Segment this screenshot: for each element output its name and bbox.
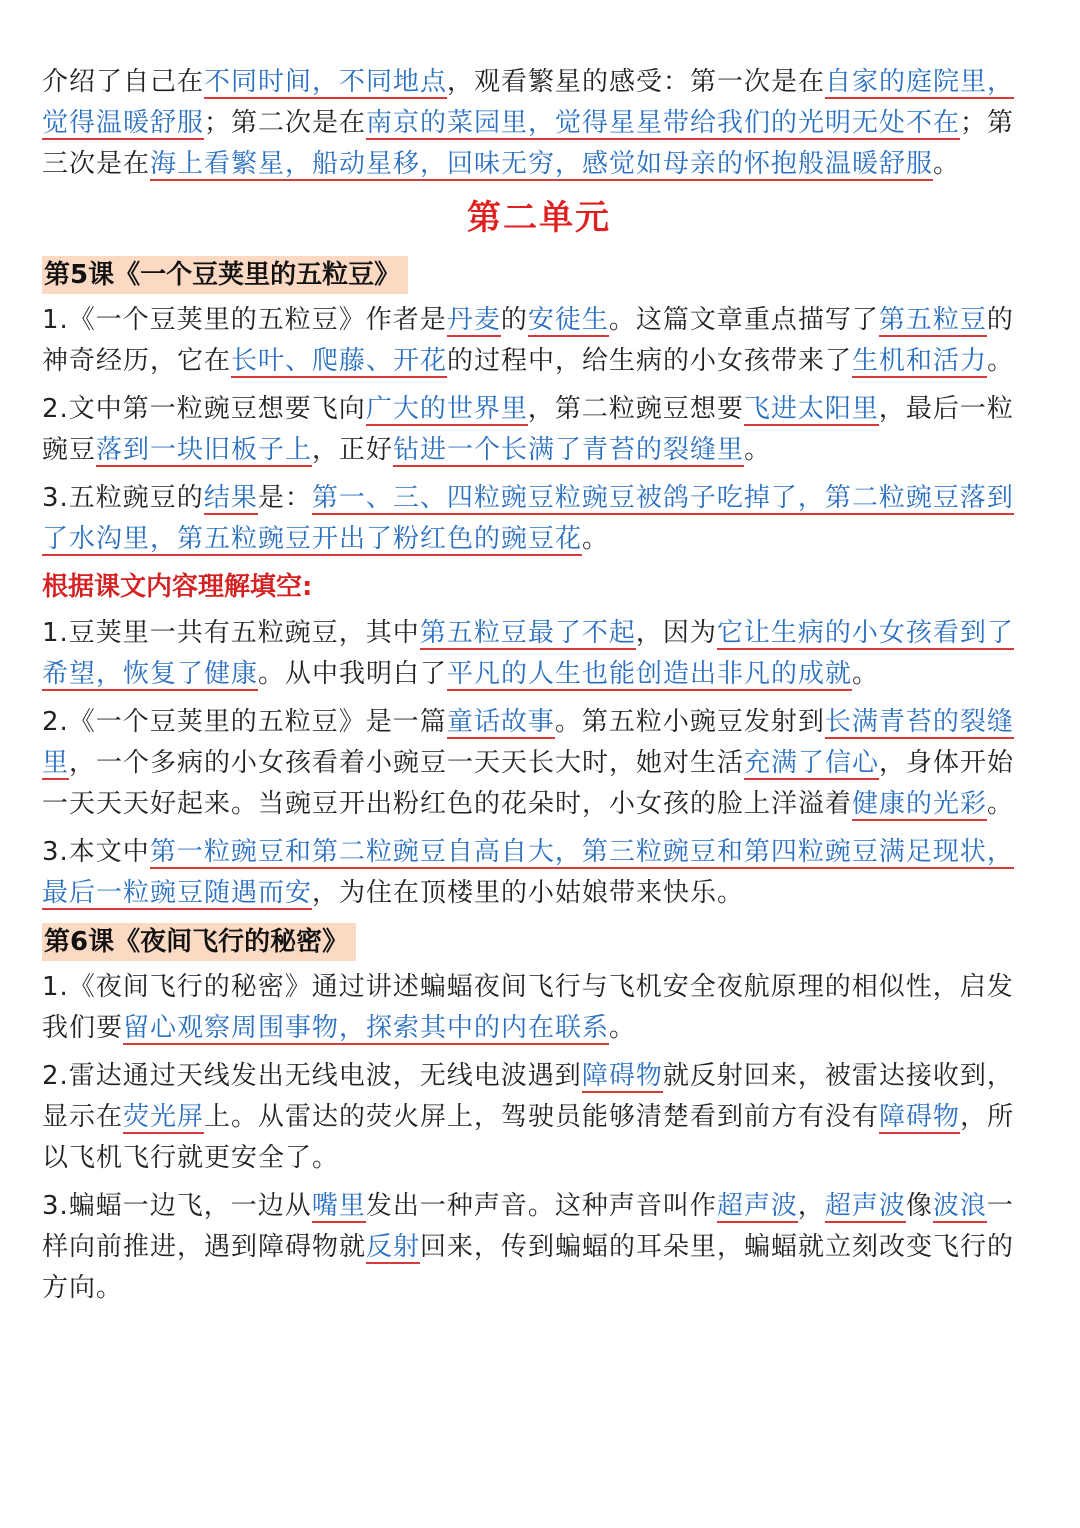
text-segment: 1.《夜间飞行的秘密》通过讲述蝙蝠夜间飞行与飞机安全夜航原理的相似性，启发我们要 [42,972,1014,1043]
fill-answer: 障碍物 [879,1102,961,1132]
fill-answer: 结果 [203,483,258,513]
intro-paragraph [42,62,1036,185]
lesson6-point-2 [42,1056,1036,1179]
text-segment: 发出一种声音。这种声音叫作 [365,1191,717,1221]
text-segment: 2.文中第一粒豌豆想要飞向 [42,394,366,424]
lesson5-point-2 [42,389,1036,471]
text-segment: ，因为 [635,618,717,648]
fill-in-heading: 根据课文内容理解填空: [42,572,313,602]
text-segment: 。 [987,346,1015,376]
fill-answer: 波浪 [932,1191,987,1221]
text-segment: 上。从雷达的荧火屏上，驾驶员能够清楚看到前方有没有 [204,1102,880,1132]
fill-answer: 平凡的人生也能创造出非凡的成就 [447,659,853,689]
text-segment: 回来，传到蝙蝠的耳朵里，蝙蝠就立刻改变飞行的方向。 [42,1232,1015,1303]
lesson5-point-3 [42,478,1036,560]
fill-answer: 钻进一个长满了青苔的裂缝里 [393,435,745,465]
fill-answer: 超声波 [824,1191,906,1221]
text-segment: 。这篇文章重点描写了 [608,305,879,335]
fill-answer: 健康的光彩 [852,789,988,819]
text-segment: 。第五粒小豌豆发射到 [554,707,825,737]
fill-answer: 自家的庭院里，觉得温暖舒服 [42,67,1015,138]
text-segment: ；第二次是在 [204,108,367,138]
text-segment: 介绍了自己在 [42,67,205,97]
text-segment: 1.《一个豆荚里的五粒豆》作者是 [42,305,447,335]
text-segment: ，第二粒豌豆想要 [527,394,744,424]
text-segment: 。 [987,789,1015,819]
fill-answer: 海上看繁星，船动星移，回味无穷，感觉如母亲的怀抱般温暖舒服 [150,149,934,179]
fill-answer: 第一粒豌豆和第二粒豌豆自高自大，第三粒豌豆和第四粒豌豆满足现状，最后一粒豌豆随遇而安 [42,837,1014,908]
text-segment: ；第三次是在 [42,108,1015,179]
text-segment: ， [797,1191,825,1221]
text-segment: ，一个多病的小女孩看着小豌豆一天天长大时，她对生活 [69,748,745,778]
text-segment: 的 [500,305,528,335]
text-segment: 一样向前推进，遇到障碍物就 [42,1191,1014,1262]
fill-answer: 第五粒豆 [878,305,987,335]
fill-answer: 留心观察周围事物，探索其中的内在联系 [123,1013,610,1043]
text-segment: 是： [257,483,312,513]
text-segment: 2.雷达通过天线发出无线电波，无线电波遇到 [42,1061,582,1091]
fill-answer: 安徒生 [527,305,609,335]
text-segment: 2.《一个豆荚里的五粒豆》是一篇 [42,707,447,737]
text-segment: ，所以飞机飞行就更安全了。 [42,1102,1015,1173]
text-segment: ，正好 [312,435,394,465]
fill-answer: 丹麦 [446,305,501,335]
lesson6-point-1 [42,967,1036,1049]
text-segment: ，身体开始一天天天好起来。当豌豆开出粉红色的花朵时，小女孩的脸上洋溢着 [42,748,1015,819]
fill-answer: 嘴里 [311,1191,366,1221]
fill-answer: 落到一块旧板子上 [96,435,313,465]
fill-answer: 第五粒豆最了不起 [419,618,636,648]
text-segment: 。 [852,659,880,689]
fill-answer: 荧光屏 [123,1102,205,1132]
text-segment: 。 [582,524,610,554]
fill-answer: 南京的菜园里，觉得星星带给我们的光明无处不在 [366,108,961,138]
text-segment: 。 [744,435,772,465]
text-segment: 。 [609,1013,637,1043]
fill-answer: 障碍物 [581,1061,663,1091]
fill-answer: 不同时间，不同地点 [204,67,448,97]
fill-answer: 超声波 [716,1191,798,1221]
lesson5-point-1 [42,300,1036,382]
text-segment: 的过程中，给生病的小女孩带来了 [447,346,853,376]
fill-question-2 [42,702,1036,825]
fill-answer: 飞进太阳里 [743,394,879,424]
lesson6-point-3 [42,1186,1036,1309]
lesson5-title: 第5课《一个豆荚里的五粒豆》 [42,256,408,294]
text-segment: ，最后一粒豌豆 [42,394,1014,465]
fill-answer: 广大的世界里 [365,394,528,424]
fill-answer: 长叶、爬藤、开花 [231,346,448,376]
fill-answer: 反射 [366,1232,421,1262]
fill-answer: 长满青苔的裂缝里 [42,707,1014,778]
text-segment: 。从中我明白了 [258,659,448,689]
text-segment: 3.五粒豌豆的 [42,483,204,513]
fill-answer: 充满了信心 [744,748,880,778]
text-segment: 就反射回来，被雷达接收到，显示在 [42,1061,1014,1132]
text-segment: 3.本文中 [42,837,150,867]
fill-answer: 生机和活力 [852,346,988,376]
lesson6-title: 第6课《夜间飞行的秘密》 [42,923,356,961]
text-segment: ，观看繁星的感受：第一次是在 [447,67,826,97]
text-segment: ，为住在顶楼里的小姑娘带来快乐。 [312,878,745,908]
text-segment: 1.豆荚里一共有五粒豌豆，其中 [42,618,420,648]
text-segment: 的神奇经历，它在 [42,305,1014,376]
fill-question-1 [42,613,1036,695]
fill-answer: 它让生病的小女孩看到了希望，恢复了健康 [42,618,1014,689]
fill-answer: 童话故事 [446,707,555,737]
unit-title: 第二单元 [467,198,611,238]
fill-answer: 第一、三、四粒豌豆粒豌豆被鸽子吃掉了，第二粒豌豆落到了水沟里，第五粒豌豆开出了粉红色的豌豆花 [42,483,1014,554]
fill-question-3 [42,832,1036,914]
text-segment: 。 [933,149,961,179]
text-segment: 3.蝙蝠一边飞，一边从 [42,1191,312,1221]
text-segment: 像 [905,1191,933,1221]
